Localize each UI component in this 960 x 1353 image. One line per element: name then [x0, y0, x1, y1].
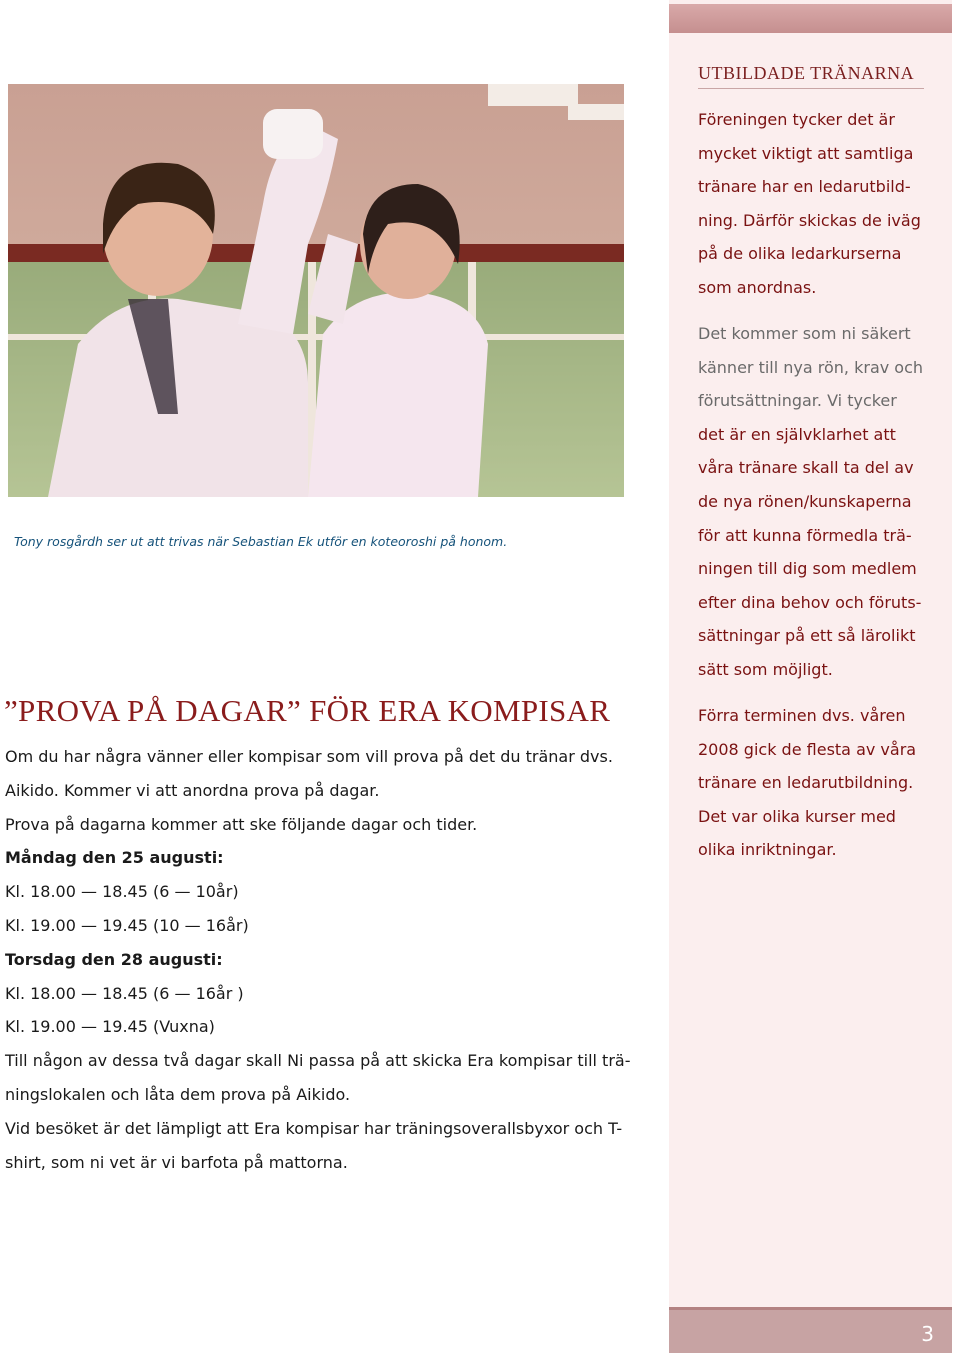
sidebar-paragraph-1 [698, 103, 930, 305]
sidebar-line: 2008 gick de flesta av våra [698, 739, 917, 759]
article-headline: ”PROVA PÅ DAGAR” FÖR ERA KOMPISAR [4, 693, 611, 728]
schedule-day-heading: Måndag den 25 augusti: [5, 848, 224, 868]
schedule-time: Kl. 19.00 — 19.45 (10 — 16år) [5, 915, 249, 935]
photo-illustration [8, 84, 624, 497]
sidebar-line: för att kunna förmedla trä- [698, 525, 912, 545]
sidebar-line: efter dina behov och föruts- [698, 592, 922, 612]
sidebar-line: känner till nya rön, krav och [698, 357, 924, 377]
sidebar-line: som anordnas. [698, 277, 817, 297]
sidebar-line: tränare en ledarutbildning. [698, 773, 914, 793]
schedule-day-heading: Torsdag den 28 augusti: [5, 949, 223, 969]
schedule-time: Kl. 19.00 — 19.45 (Vuxna) [5, 1017, 215, 1037]
sidebar-line: Föreningen tycker det är [698, 110, 895, 129]
sidebar-top-band [669, 4, 952, 33]
schedule-time: Kl. 18.00 — 18.45 (6 — 16år ) [5, 983, 244, 1003]
sidebar-line: sättningar på ett så lärolikt [698, 626, 916, 646]
sidebar-line: våra tränare skall ta del av [698, 458, 914, 478]
sidebar-line: sätt som möjligt. [698, 659, 833, 679]
sidebar-line: Det var olika kurser med [698, 806, 896, 826]
schedule-time: Kl. 18.00 — 18.45 (6 — 10år) [5, 882, 239, 902]
sidebar-line: olika inriktningar. [698, 840, 837, 860]
article-body [5, 740, 630, 1179]
sidebar-line: på de olika ledarkurserna [698, 244, 902, 264]
body-line: shirt, som ni vet är vi barfota på mattorna. [5, 1152, 348, 1172]
body-line: ningslokalen och låta dem prova på Aikido. [5, 1084, 351, 1104]
body-line: Om du har några vänner eller kompisar som vill prova på det du tränar dvs. [5, 747, 613, 766]
sidebar-line: mycket viktigt att samtliga [698, 143, 914, 163]
body-line: Till någon av dessa två dagar skall Ni passa på att skicka Era kompisar till trä- [5, 1051, 631, 1071]
sidebar-line: ningen till dig som medlem [698, 559, 917, 579]
footer-band [669, 1307, 952, 1353]
sidebar-paragraph-2 [698, 317, 930, 687]
sidebar-paragraph-3 [698, 699, 930, 867]
body-line: Aikido. Kommer vi att anordna prova på dagar. [5, 780, 380, 800]
sidebar-line: tränare har en ledarutbild- [698, 177, 911, 197]
sidebar-line: Det kommer som ni säkert [698, 324, 911, 343]
body-line: Vid besöket är det lämpligt att Era kompisar har träningsoverallsbyxor och T- [5, 1118, 623, 1138]
sidebar-line: ning. Därför skickas de iväg [698, 210, 921, 230]
sidebar-line: förutsättningar. Vi tycker [698, 391, 897, 411]
martial-arts-photo [8, 84, 624, 497]
sidebar-line: Förra terminen dvs. våren [698, 706, 906, 725]
photo-caption: Tony rosgårdh ser ut att trivas när Sebastian Ek utför en koteoroshi på honom. [14, 534, 508, 549]
sidebar-line: de nya rönen/kunskaperna [698, 491, 912, 511]
sidebar-title: UTBILDADE TRÄNARNA [698, 63, 924, 89]
body-line: Prova på dagarna kommer att ske följande dagar och tider. [5, 814, 478, 834]
sidebar-line: det är en självklarhet att [698, 424, 896, 444]
page-number: 3 [921, 1322, 934, 1346]
